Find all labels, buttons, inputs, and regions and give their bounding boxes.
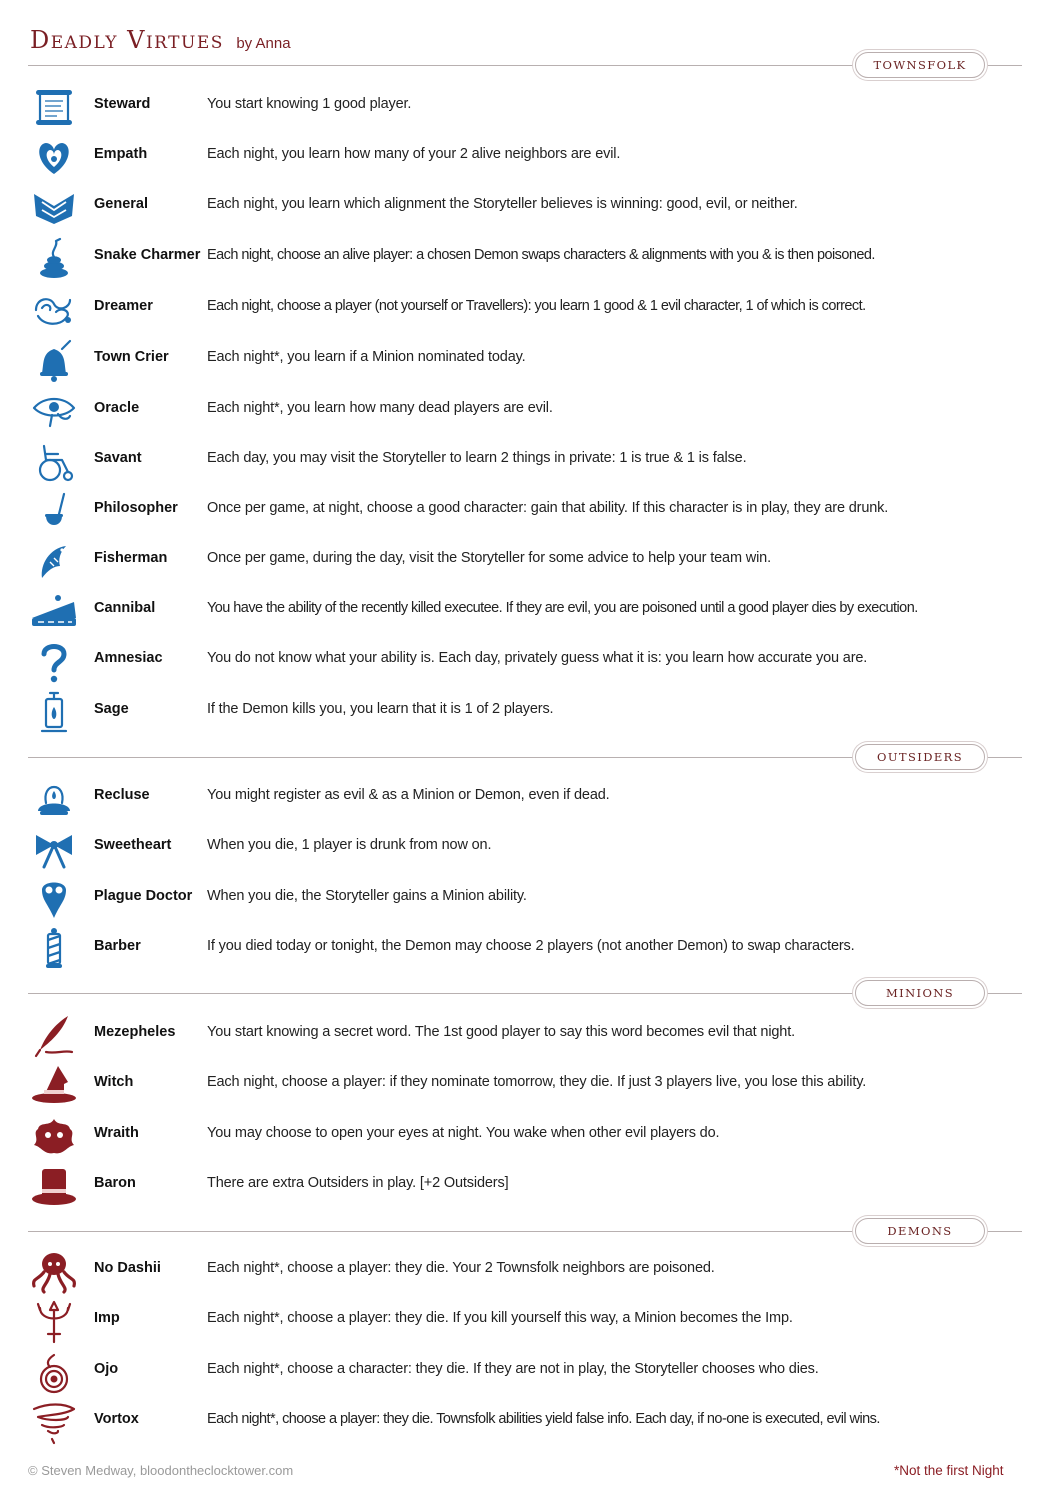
character-name: Wraith <box>94 1125 139 1141</box>
character-row <box>0 1296 1050 1346</box>
character-ability: Each night, choose an alive player: a chosen Demon swaps characters & alignments with you & is then poisoned. <box>207 247 875 263</box>
character-row <box>0 586 1050 636</box>
character-name: Vortox <box>94 1411 139 1427</box>
character-row <box>0 1111 1050 1161</box>
character-name: General <box>94 196 148 212</box>
tornado-icon <box>28 1399 80 1445</box>
character-row <box>0 773 1050 823</box>
eye-of-horus-icon <box>28 388 80 434</box>
character-name: Amnesiac <box>94 650 163 666</box>
character-row <box>0 636 1050 686</box>
character-row <box>0 687 1050 737</box>
inkblot-icon <box>28 1113 80 1159</box>
first-night-note: *Not the first Night <box>894 1463 1004 1478</box>
character-row <box>0 233 1050 283</box>
character-name: Savant <box>94 450 142 466</box>
bell-icon <box>28 337 80 383</box>
character-row <box>0 436 1050 486</box>
character-name: Recluse <box>94 787 150 803</box>
lantern-icon <box>28 689 80 735</box>
character-name: Oracle <box>94 400 140 416</box>
character-ability: Each night*, you learn how many dead players are evil. <box>207 400 553 416</box>
character-ability: Each night*, choose a player: they die. If you kill yourself this way, a Minion becomes the Imp. <box>207 1310 793 1326</box>
spiral-eye-icon <box>28 1349 80 1395</box>
character-ability: There are extra Outsiders in play. [+2 Outsiders] <box>207 1175 509 1191</box>
character-ability: Each night*, choose a character: they die. If they are not in play, the Storyteller chooses who dies. <box>207 1361 819 1377</box>
top-hat-icon <box>28 1163 80 1209</box>
character-row <box>0 1060 1050 1110</box>
character-row <box>0 874 1050 924</box>
character-row <box>0 284 1050 334</box>
character-ability: When you die, 1 player is drunk from now on. <box>207 837 492 853</box>
character-row <box>0 823 1050 873</box>
quill-icon <box>28 1012 80 1058</box>
character-row <box>0 182 1050 232</box>
oil-lamp-icon <box>28 775 80 821</box>
character-name: Plague Doctor <box>94 888 193 904</box>
character-row <box>0 924 1050 974</box>
script-author: by Anna <box>236 35 291 52</box>
character-row <box>0 1397 1050 1447</box>
character-name: Ojo <box>94 1361 119 1377</box>
character-ability: You start knowing a secret word. The 1st good player to say this word becomes evil that night. <box>207 1024 795 1040</box>
character-name: Mezepheles <box>94 1024 176 1040</box>
character-ability: You might register as evil & as a Minion or Demon, even if dead. <box>207 787 610 803</box>
character-ability: Each day, you may visit the Storyteller to learn 2 things in private: 1 is true & 1 is false. <box>207 450 747 466</box>
fish-icon <box>28 538 80 584</box>
scroll-icon <box>28 84 80 130</box>
character-ability: If the Demon kills you, you learn that it is 1 of 2 players. <box>207 701 554 717</box>
character-name: Town Crier <box>94 349 169 365</box>
character-name: Philosopher <box>94 500 178 516</box>
character-ability: Once per game, during the day, visit the Storyteller for some advice to help your team win. <box>207 550 771 566</box>
octopus-icon <box>28 1248 80 1294</box>
character-row <box>0 386 1050 436</box>
character-row <box>0 1161 1050 1211</box>
character-row <box>0 1246 1050 1296</box>
wheelchair-icon <box>28 438 80 484</box>
character-ability: You have the ability of the recently killed executee. If they are evil, you are poisoned until a good player dies by execution. <box>207 600 918 616</box>
pie-icon <box>28 588 80 634</box>
character-name: Barber <box>94 938 141 954</box>
ribbon-bow-icon <box>28 825 80 871</box>
character-name: Sweetheart <box>94 837 172 853</box>
character-ability: When you die, the Storyteller gains a Minion ability. <box>207 888 527 904</box>
character-name: Sage <box>94 701 129 717</box>
character-name: Snake Charmer <box>94 247 201 263</box>
character-row <box>0 1010 1050 1060</box>
character-row <box>0 132 1050 182</box>
character-ability: Each night*, choose a player: they die. Townsfolk abilities yield false info. Each day, if no-one is executed, evil wins. <box>207 1411 880 1427</box>
character-ability: Each night*, choose a player: they die. Your 2 Townsfolk neighbors are poisoned. <box>207 1260 715 1276</box>
character-row <box>0 486 1050 536</box>
trident-icon <box>28 1298 80 1344</box>
character-row <box>0 536 1050 586</box>
barber-pole-icon <box>28 926 80 972</box>
character-name: Imp <box>94 1310 120 1326</box>
character-name: Baron <box>94 1175 136 1191</box>
character-ability: Each night, you learn which alignment the Storyteller believes is winning: good, evil, or neither. <box>207 196 798 212</box>
character-ability: Once per game, at night, choose a good character: gain that ability. If this character is in play, they are drunk. <box>207 500 889 516</box>
copyright-credit: © Steven Medway, bloodontheclocktower.com <box>28 1463 294 1478</box>
section-label: DEMONS <box>855 1218 985 1244</box>
character-name: Cannibal <box>94 600 156 616</box>
section-label: TOWNSFOLK <box>855 52 985 78</box>
coiled-snake-icon <box>28 235 80 281</box>
character-ability: You may choose to open your eyes at night. You wake when other evil players do. <box>207 1125 720 1141</box>
character-name: Fisherman <box>94 550 168 566</box>
pipe-icon <box>28 488 80 534</box>
section-label: MINIONS <box>855 980 985 1006</box>
character-ability: Each night, you learn how many of your 2 alive neighbors are evil. <box>207 146 621 162</box>
chevron-wings-icon <box>28 184 80 230</box>
character-name: Empath <box>94 146 148 162</box>
plague-mask-icon <box>28 876 80 922</box>
character-name: No Dashii <box>94 1260 161 1276</box>
heart-knot-icon <box>28 134 80 180</box>
dream-swirl-icon <box>28 286 80 332</box>
character-name: Dreamer <box>94 298 153 314</box>
character-name: Steward <box>94 96 151 112</box>
character-ability: You start knowing 1 good player. <box>207 96 412 112</box>
sheet-header <box>30 26 291 54</box>
character-ability: Each night, choose a player (not yourself or Travellers): you learn 1 good & 1 evil character, 1 of which is correct. <box>207 298 866 314</box>
character-ability: Each night*, you learn if a Minion nominated today. <box>207 349 526 365</box>
witch-hat-icon <box>28 1062 80 1108</box>
character-name: Witch <box>94 1074 134 1090</box>
question-mark-icon <box>28 638 80 684</box>
character-row <box>0 335 1050 385</box>
character-ability: Each night, choose a player: if they nominate tomorrow, they die. If just 3 players live, you lose this ability. <box>207 1074 867 1090</box>
section-label: OUTSIDERS <box>855 744 985 770</box>
character-row <box>0 1347 1050 1397</box>
character-ability: You do not know what your ability is. Each day, privately guess what it is: you learn how accurate you are. <box>207 650 868 666</box>
character-row <box>0 82 1050 132</box>
character-ability: If you died today or tonight, the Demon may choose 2 players (not another Demon) to swap characters. <box>207 938 855 954</box>
script-title: Deadly Virtues <box>30 26 224 54</box>
